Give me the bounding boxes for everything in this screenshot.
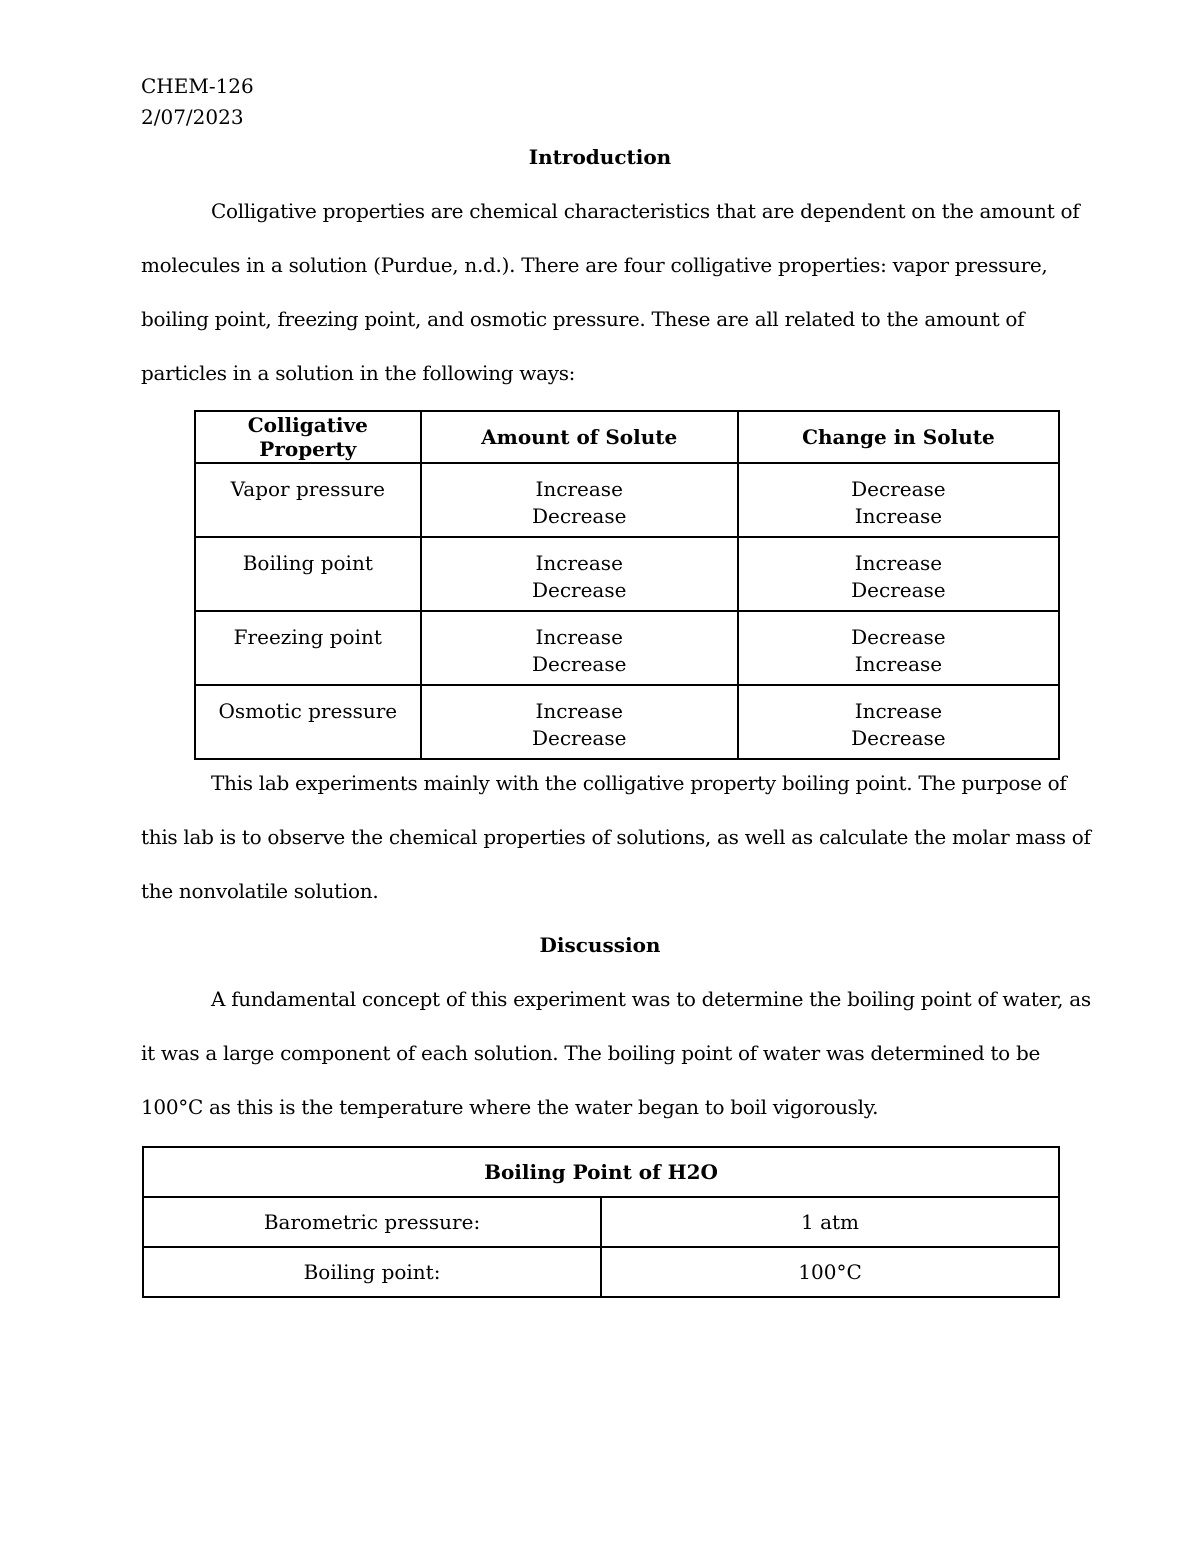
amount-value: Increase — [535, 699, 623, 723]
boiling-point-table — [142, 1146, 1060, 1298]
property-name: Freezing point — [233, 625, 382, 649]
table-row — [195, 611, 1059, 685]
intro-after-line: the nonvolatile solution. — [141, 879, 379, 903]
discussion-heading: Discussion — [539, 933, 661, 957]
table-row — [195, 685, 1059, 759]
change-value: Decrease — [851, 477, 946, 501]
property-cell — [195, 463, 421, 537]
value-cell: 100°C — [601, 1247, 1059, 1297]
amount-cell — [421, 685, 738, 759]
change-cell — [738, 537, 1059, 611]
amount-cell — [421, 611, 738, 685]
change-value: Decrease — [851, 625, 946, 649]
change-cell — [738, 685, 1059, 759]
property-cell — [195, 685, 421, 759]
change-value: Decrease — [851, 726, 946, 750]
discussion-line: A fundamental concept of this experiment was to determine the boiling point of water, as — [211, 987, 1091, 1011]
property-name: Osmotic pressure — [218, 699, 398, 723]
table-row — [143, 1197, 1059, 1247]
table-header-cell: Colligative Property — [195, 411, 421, 463]
intro-line: boiling point, freezing point, and osmotic pressure. These are all related to the amount of — [141, 307, 1025, 331]
amount-value: Increase — [535, 477, 623, 501]
table-header-row — [195, 411, 1059, 463]
discussion-line: 100°C as this is the temperature where the water began to boil vigorously. — [141, 1095, 879, 1119]
table-header-cell: Amount of Solute — [421, 411, 738, 463]
intro-after-line: This lab experiments mainly with the colligative property boiling point. The purpose of — [211, 771, 1067, 795]
introduction-heading: Introduction — [528, 145, 672, 169]
amount-cell — [421, 537, 738, 611]
change-cell — [738, 611, 1059, 685]
discussion-line: it was a large component of each solution. The boiling point of water was determined to be — [141, 1041, 1040, 1065]
property-cell — [195, 537, 421, 611]
change-value: Increase — [854, 652, 943, 676]
label-cell: Barometric pressure: — [143, 1197, 601, 1247]
change-value: Increase — [854, 504, 943, 528]
amount-value: Increase — [535, 625, 623, 649]
change-value: Increase — [854, 699, 943, 723]
property-cell — [195, 611, 421, 685]
property-name: Vapor pressure — [230, 477, 385, 501]
amount-cell — [421, 463, 738, 537]
date-label: 2/07/2023 — [141, 105, 244, 129]
intro-line: molecules in a solution (Purdue, n.d.). There are four colligative properties: vapor pressure, — [141, 253, 1048, 277]
table-row — [195, 463, 1059, 537]
change-cell — [738, 463, 1059, 537]
course-label: CHEM-126 — [141, 74, 254, 98]
intro-after-line: this lab is to observe the chemical properties of solutions, as well as calculate the molar mass of — [141, 825, 1091, 849]
change-value: Decrease — [851, 578, 946, 602]
colligative-properties-table — [194, 410, 1060, 760]
table-title-row — [143, 1147, 1059, 1197]
intro-line: Colligative properties are chemical characteristics that are dependent on the amount of — [211, 199, 1080, 223]
amount-value: Decrease — [531, 726, 627, 750]
intro-line: particles in a solution in the following ways: — [141, 361, 576, 385]
label-cell: Boiling point: — [143, 1247, 601, 1297]
value-cell: 1 atm — [601, 1197, 1059, 1247]
table-row — [143, 1247, 1059, 1297]
amount-value: Increase — [535, 551, 623, 575]
table-header-cell: Change in Solute — [738, 411, 1059, 463]
property-name: Boiling point — [242, 551, 373, 575]
change-value: Increase — [854, 551, 943, 575]
amount-value: Decrease — [531, 504, 627, 528]
table-title: Boiling Point of H2O — [143, 1147, 1059, 1197]
table-row — [195, 537, 1059, 611]
amount-value: Decrease — [531, 652, 627, 676]
amount-value: Decrease — [531, 578, 627, 602]
